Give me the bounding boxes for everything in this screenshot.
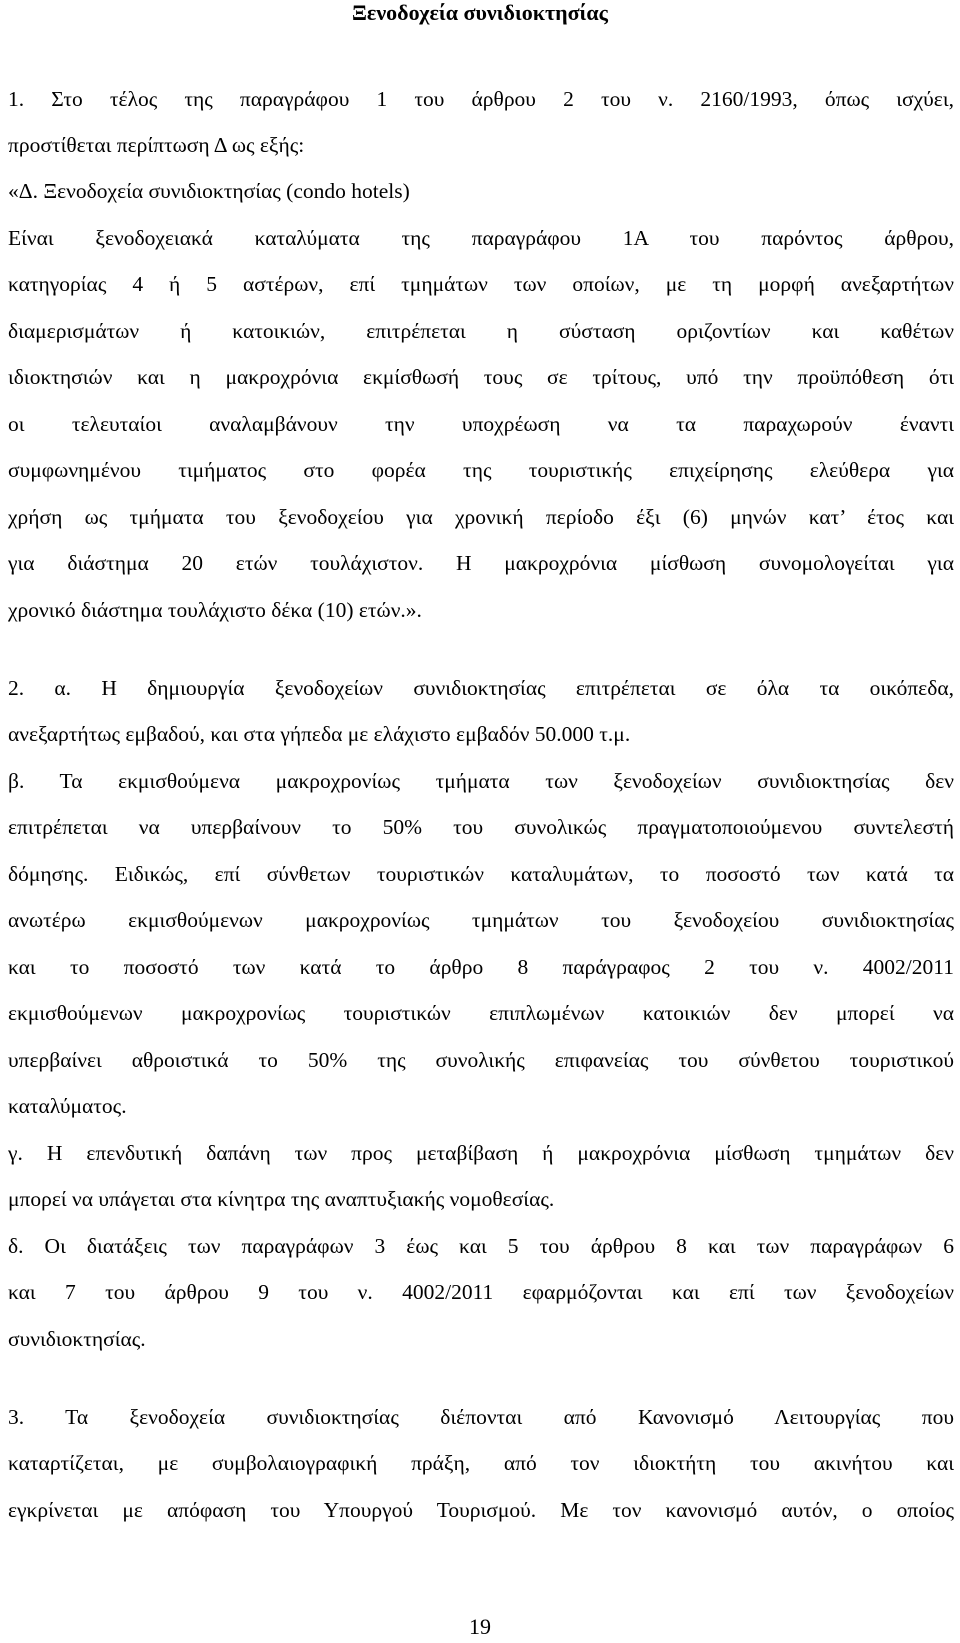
- text-line: δ. Οι διατάξεις των παραγράφων 3 έως και 5 του άρθρου 8 και των παραγράφων 6: [8, 1234, 954, 1258]
- text-line: ανεξαρτήτως εμβαδού, και στα γήπεδα με ελάχιστο εμβαδόν 50.000 τ.μ.: [8, 722, 631, 746]
- text-line: υπερβαίνει αθροιστικά το 50% της συνολικής επιφανείας του σύνθετου τουριστικού: [8, 1048, 954, 1072]
- text-line: για διάστημα 20 ετών τουλάχιστον. Η μακροχρόνια μίσθωση συνομολογείται για: [8, 551, 954, 575]
- text-line: εκμισθούμενων μακροχρονίως τουριστικών επιπλωμένων κατοικιών δεν μπορεί να: [8, 1001, 954, 1025]
- text-line: διαμερισμάτων ή κατοικιών, επιτρέπεται η σύσταση οριζοντίων και καθέτων: [8, 319, 954, 343]
- text-line: ιδιοκτησιών και η μακροχρόνια εκμίσθωσή τους σε τρίτους, υπό την προϋπόθεση ότι: [8, 365, 954, 389]
- text-line: μπορεί να υπάγεται στα κίνητρα της αναπτυξιακής νομοθεσίας.: [8, 1187, 555, 1211]
- text-line: και 7 του άρθρου 9 του ν. 4002/2011 εφαρμόζονται και επί των ξενοδοχείων: [8, 1280, 954, 1304]
- text-line: προστίθεται περίπτωση Δ ως εξής:: [8, 133, 305, 157]
- text-line: δόμησης. Ειδικώς, επί σύνθετων τουριστικών καταλυμάτων, το ποσοστό των κατά τα: [8, 862, 954, 886]
- text-line: συνιδιοκτησίας.: [8, 1327, 146, 1351]
- text-line: εγκρίνεται με απόφαση του Υπουργού Τουρισμού. Με τον κανονισμό αυτόν, ο οποίος: [8, 1498, 954, 1522]
- document-title: Ξενοδοχεία συνιδιοκτησίας: [352, 0, 608, 25]
- text-line: οι τελευταίοι αναλαμβάνουν την υποχρέωση να τα παραχωρούν έναντι: [8, 412, 954, 436]
- text-line: Είναι ξενοδοχειακά καταλύματα της παραγράφου 1Α του παρόντος άρθρου,: [8, 226, 954, 250]
- text-line: 3. Τα ξενοδοχεία συνιδιοκτησίας διέπονται από Κανονισμό Λειτουργίας που: [8, 1405, 954, 1429]
- text-line: 1. Στο τέλος της παραγράφου 1 του άρθρου 2 του ν. 2160/1993, όπως ισχύει,: [8, 87, 954, 111]
- text-line: και το ποσοστό των κατά το άρθρο 8 παράγραφος 2 του ν. 4002/2011: [8, 955, 954, 979]
- text-line: επιτρέπεται να υπερβαίνουν το 50% του συνολικώς πραγματοποιούμενου συντελεστή: [8, 815, 954, 839]
- text-line: καταλύματος.: [8, 1094, 127, 1118]
- text-line: γ. Η επενδυτική δαπάνη των προς μεταβίβαση ή μακροχρόνια μίσθωση τμημάτων δεν: [8, 1141, 954, 1165]
- text-line: 2. α. Η δημιουργία ξενοδοχείων συνιδιοκτησίας επιτρέπεται σε όλα τα οικόπεδα,: [8, 676, 954, 700]
- page-number: 19: [469, 1614, 491, 1639]
- text-line: «Δ. Ξενοδοχεία συνιδιοκτησίας (condo hotels): [8, 179, 410, 203]
- text-line: ανωτέρω εκμισθούμενων μακροχρονίως τμημάτων του ξενοδοχείου συνιδιοκτησίας: [8, 908, 954, 932]
- text-line: κατηγορίας 4 ή 5 αστέρων, επί τμημάτων των οποίων, με τη μορφή ανεξαρτήτων: [8, 272, 954, 296]
- text-line: συμφωνημένου τιμήματος στο φορέα της τουριστικής επιχείρησης ελεύθερα για: [8, 458, 954, 482]
- text-line: καταρτίζεται, με συμβολαιογραφική πράξη, από τον ιδιοκτήτη του ακινήτου και: [8, 1451, 954, 1475]
- text-line: χρονικό διάστημα τουλάχιστο δέκα (10) ετών.».: [8, 598, 422, 622]
- text-line: β. Τα εκμισθούμενα μακροχρονίως τμήματα των ξενοδοχείων συνιδιοκτησίας δεν: [8, 769, 954, 793]
- text-line: χρήση ως τμήματα του ξενοδοχείου για χρονική περίοδο έξι (6) μηνών κατ’ έτος και: [8, 505, 954, 529]
